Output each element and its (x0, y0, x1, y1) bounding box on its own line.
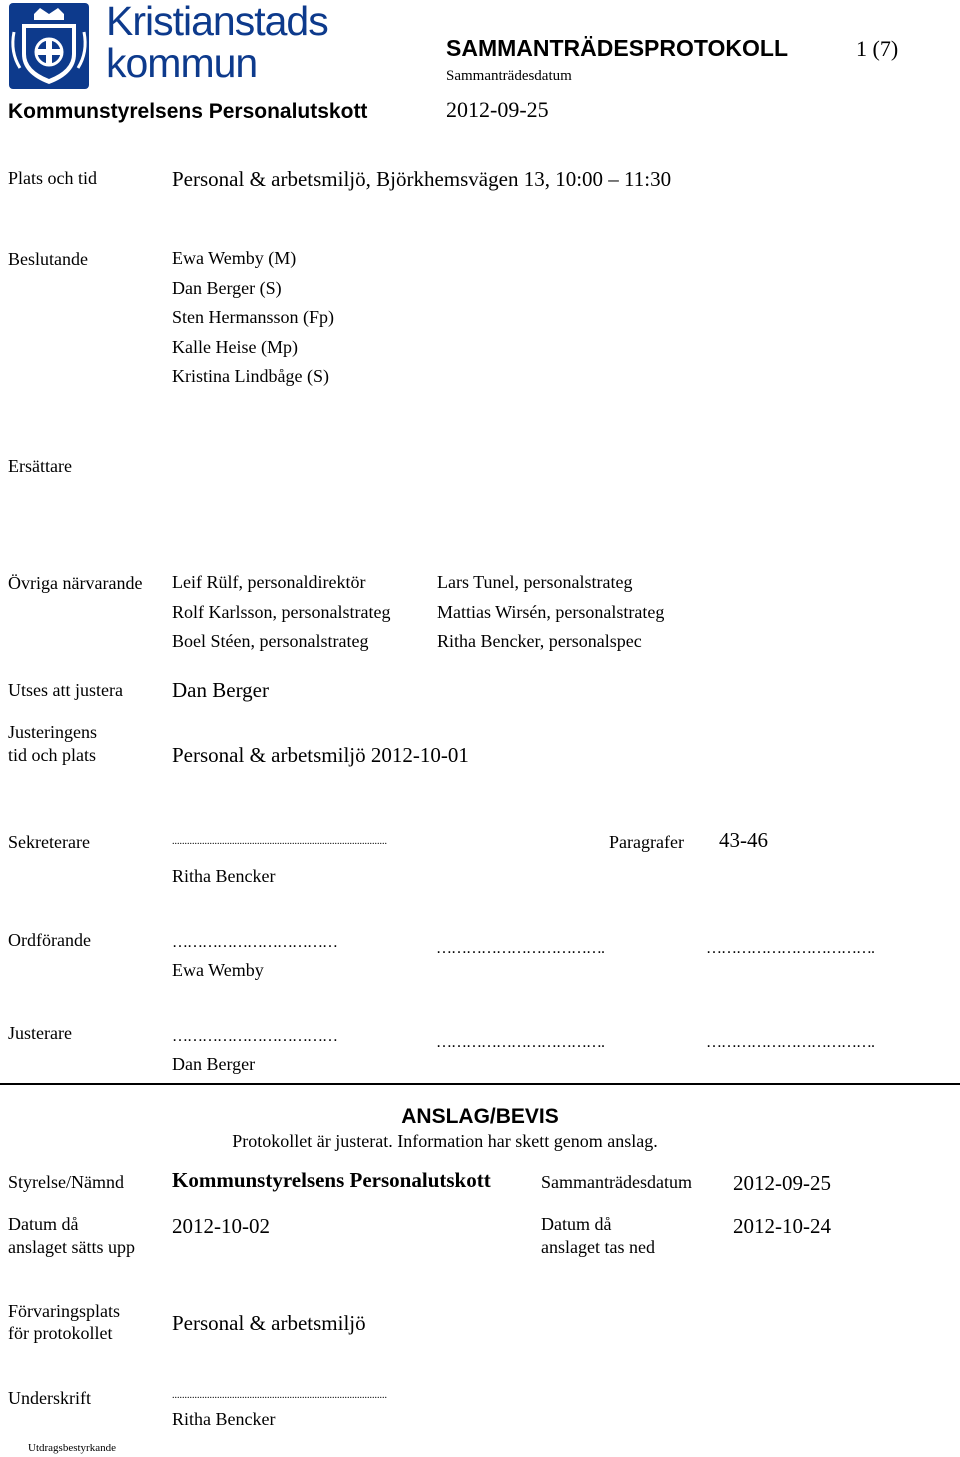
secretary-name: Ritha Bencker (172, 866, 276, 886)
chair-extra-line-1: ……………………………. (436, 940, 604, 957)
board-label: Styrelse/Nämnd (8, 1172, 124, 1192)
posted-label-1: Datum då (8, 1214, 79, 1234)
chair-name: Ewa Wemby (172, 960, 264, 980)
meeting-date-label: Sammanträdesdatum (541, 1172, 692, 1192)
others-member: Lars Tunel, personalstrateg (437, 572, 633, 592)
justerare-extra-line-2: ……………………………. (706, 1034, 874, 1051)
signature-line: ...................................................................................... (172, 1390, 387, 1401)
substitutes-label: Ersättare (8, 456, 72, 476)
section-divider (0, 1083, 960, 1085)
notice-title: ANSLAG/BEVIS (401, 1105, 559, 1128)
justerare-label: Justerare (8, 1023, 72, 1043)
page-number: 1 (7) (856, 36, 899, 61)
document-type: SAMMANTRÄDESPROTOKOLL (446, 35, 789, 61)
justerare-signature-line: …………………………… (172, 1028, 337, 1045)
chair-signature-line: …………………………… (172, 934, 337, 951)
adjust-time-label-2: tid och plats (8, 745, 96, 765)
chair-extra-line-2: ……………………………. (706, 940, 874, 957)
board-value: Kommunstyrelsens Personalutskott (172, 1168, 491, 1192)
adjuster-value: Dan Berger (172, 678, 269, 702)
municipality-logo (8, 0, 328, 90)
secretary-signature-line: ...................................................................................... (172, 836, 387, 847)
coat-of-arms-icon (8, 2, 90, 90)
posted-label-2: anslaget sätts upp (8, 1237, 135, 1257)
justerare-extra-line-1: ……………………………. (436, 1034, 604, 1051)
storage-label-1: Förvaringsplats (8, 1301, 120, 1321)
place-value: Personal & arbetsmiljö, Björkhemsvägen 13, 10:00 – 11:30 (172, 167, 672, 191)
deciding-label: Beslutande (8, 249, 88, 269)
logo-text-2: kommun (106, 40, 258, 86)
removed-label-2: anslaget tas ned (541, 1237, 655, 1257)
storage-label-2: för protokollet (8, 1323, 113, 1343)
committee-title: Kommunstyrelsens Personalutskott (8, 100, 368, 123)
others-member: Leif Rülf, personaldirektör (172, 572, 366, 592)
others-member: Mattias Wirsén, personalstrateg (437, 601, 665, 622)
others-member: Rolf Karlsson, personalstrateg (172, 601, 391, 622)
deciding-list (172, 244, 334, 392)
paragraphs-label: Paragrafer (609, 832, 684, 852)
deciding-member: Dan Berger (S) (172, 277, 282, 298)
justerare-name: Dan Berger (172, 1054, 256, 1074)
adjust-time-value: Personal & arbetsmiljö 2012-10-01 (172, 743, 469, 767)
header-date: 2012-09-25 (446, 97, 549, 122)
chair-label: Ordförande (8, 930, 91, 950)
signature-label: Underskrift (8, 1388, 91, 1408)
extract-certification-label: Utdragsbestyrkande (28, 1442, 116, 1454)
secretary-label: Sekreterare (8, 832, 90, 852)
deciding-member: Kalle Heise (Mp) (172, 336, 298, 357)
removed-label-1: Datum då (541, 1214, 612, 1234)
notice-subtitle: Protokollet är justerat. Information har skett genom anslag. (232, 1131, 658, 1151)
signature-name: Ritha Bencker (172, 1409, 276, 1429)
adjust-time-label-1: Justeringens (8, 722, 97, 742)
others-member: Boel Stéen, personalstrateg (172, 631, 369, 651)
deciding-member: Kristina Lindbåge (S) (172, 366, 329, 386)
others-member: Ritha Bencker, personalspec (437, 631, 642, 651)
deciding-member: Ewa Wemby (M) (172, 248, 297, 268)
adjuster-label: Utses att justera (8, 680, 123, 700)
logo-text-1: Kristianstads (106, 0, 328, 44)
paragraphs-value: 43-46 (719, 828, 768, 852)
header-date-label: Sammanträdesdatum (446, 68, 572, 84)
deciding-member: Sten Hermansson (Fp) (172, 307, 334, 327)
storage-value: Personal & arbetsmiljö (172, 1311, 366, 1335)
posted-date-value: 2012-10-02 (172, 1214, 270, 1238)
removed-date-value: 2012-10-24 (733, 1214, 831, 1238)
place-label: Plats och tid (8, 168, 97, 188)
others-column-2 (437, 568, 664, 657)
others-column-1 (172, 568, 390, 657)
meeting-date-value: 2012-09-25 (733, 1171, 831, 1195)
others-label: Övriga närvarande (8, 573, 143, 593)
